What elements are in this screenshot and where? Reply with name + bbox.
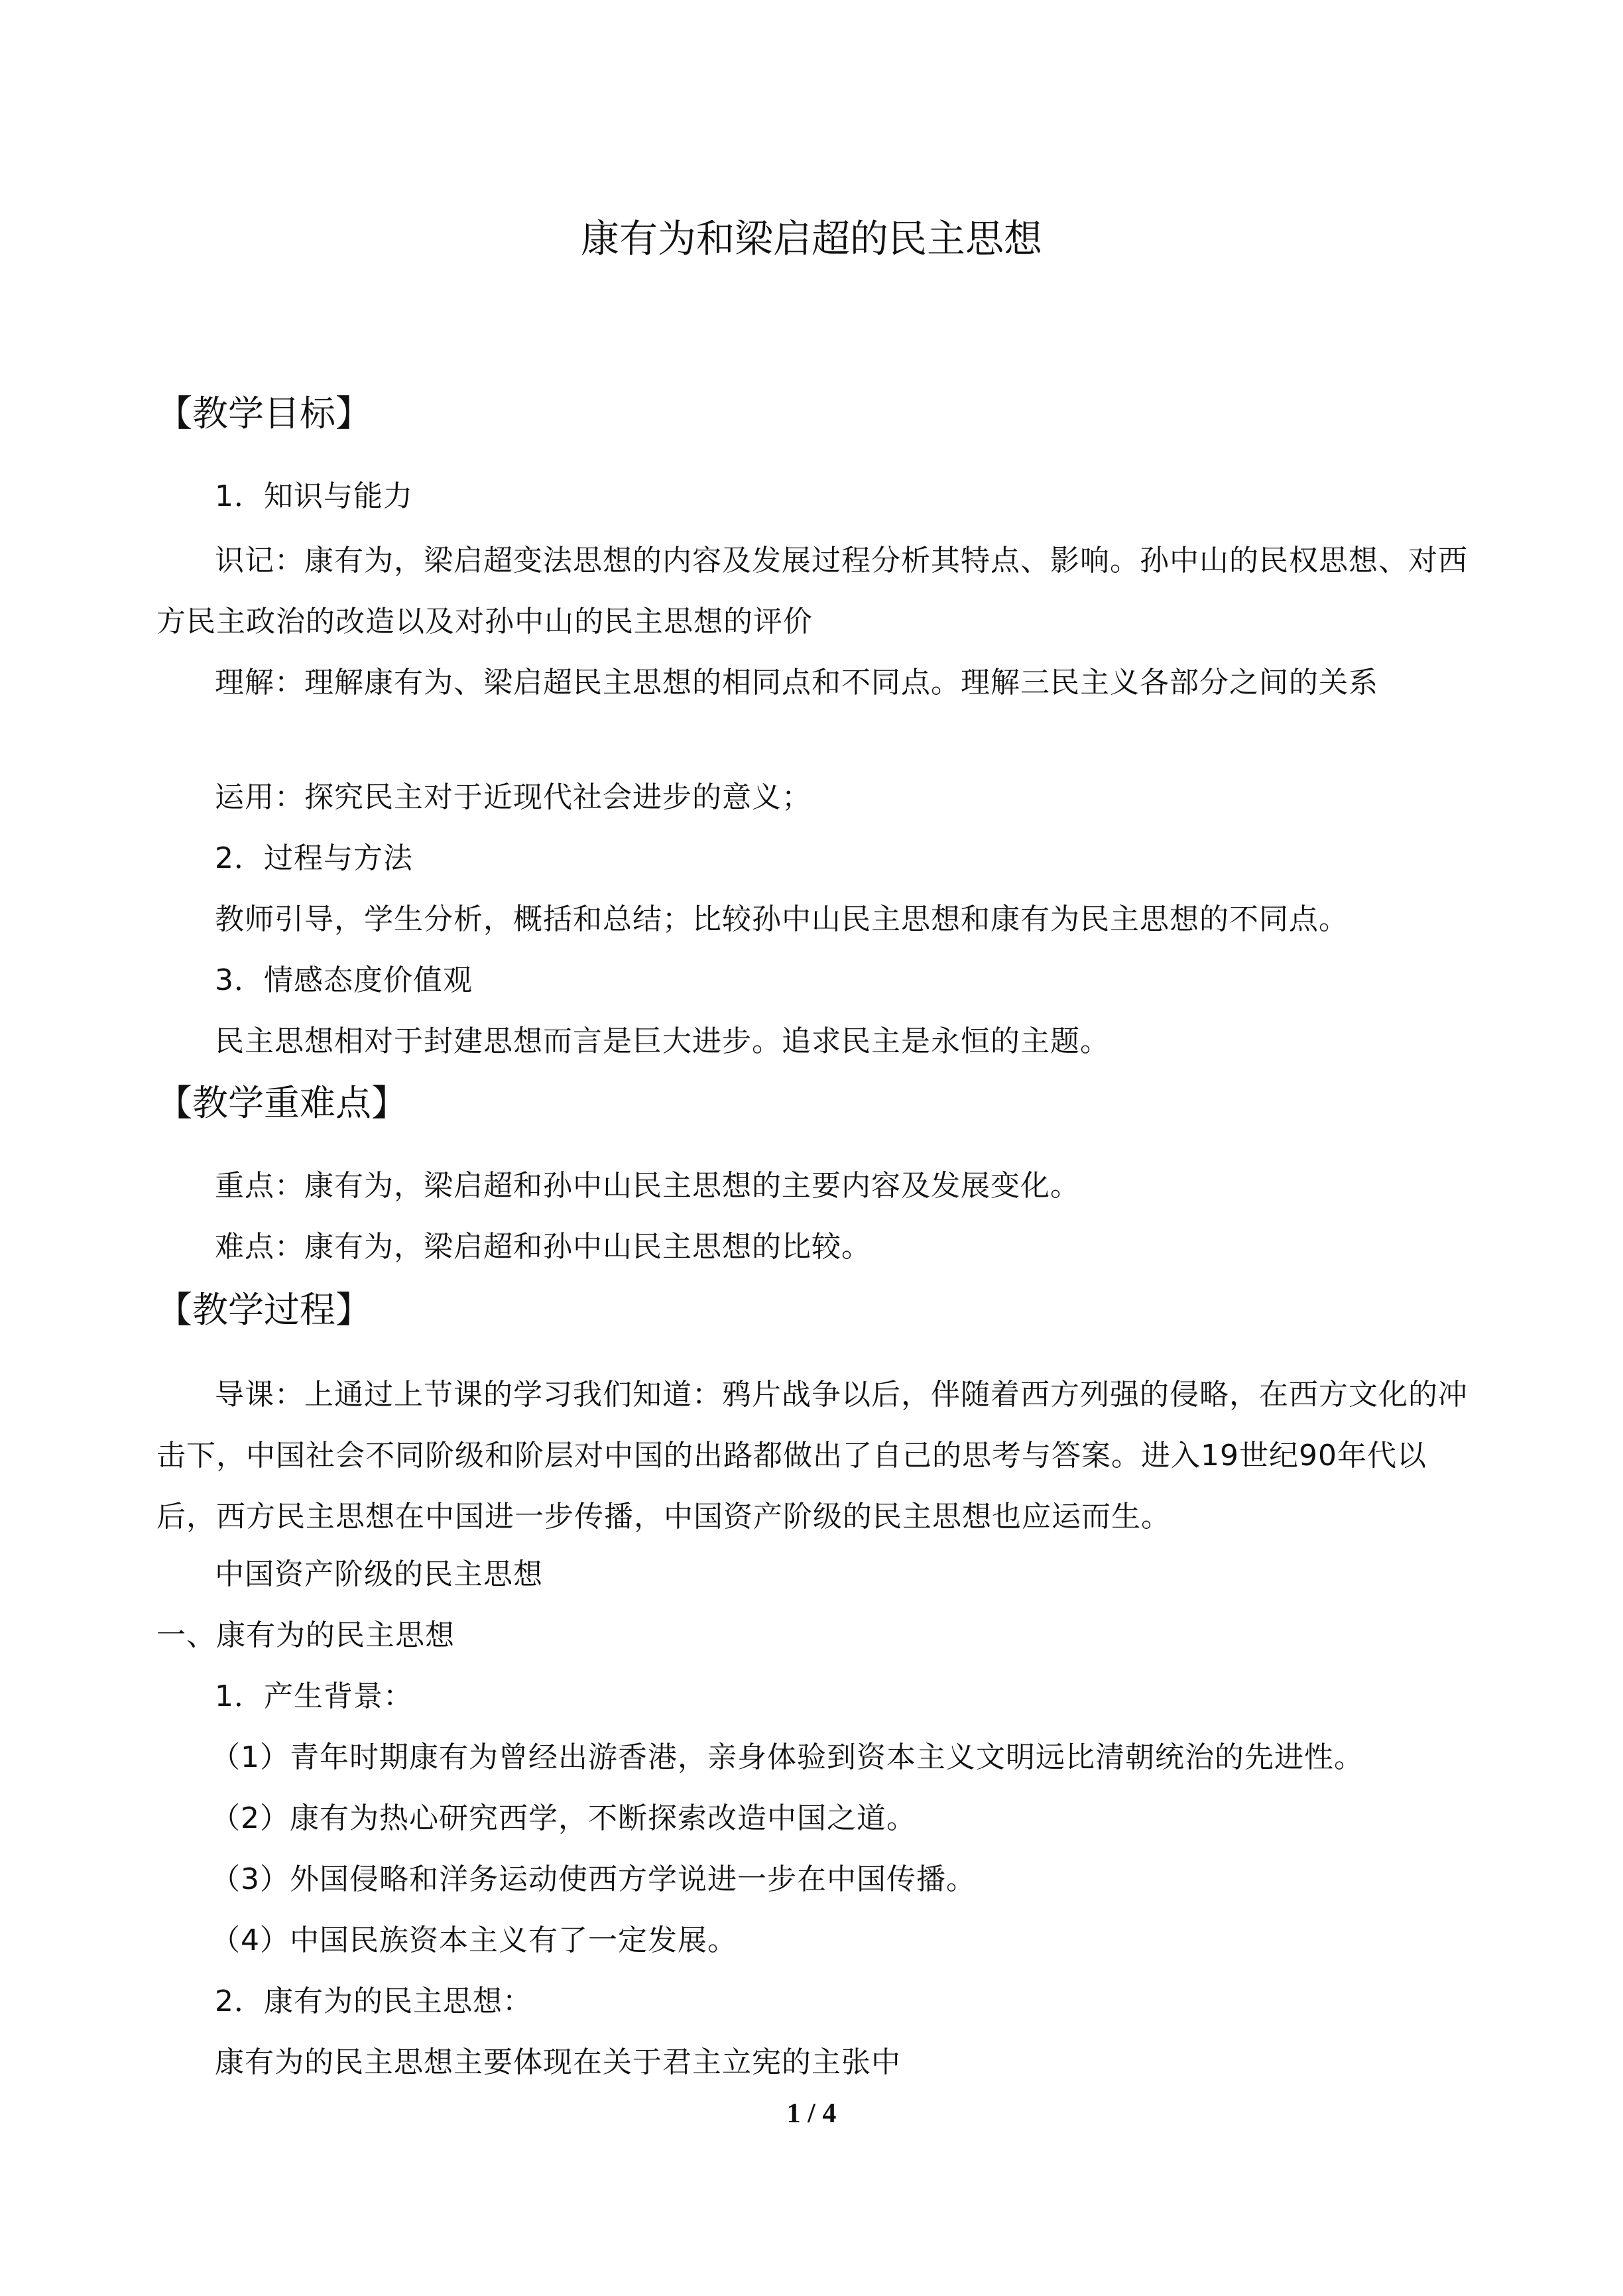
background-item-4: （4）中国民族资本主义有了一定发展。 [211,1923,737,1957]
background-item-3: （3）外国侵略和洋务运动使西方学说进一步在中国传播。 [211,1862,976,1896]
objective-item-1: 1．知识与能力 [215,479,413,513]
objective-method: 教师引导，学生分析，概括和总结；比较孙中山民主思想和康有为民主思想的不同点。 [215,902,1349,936]
section-heading-objectives: 【教学目标】 [156,393,371,434]
background-item-2: （2）康有为热心研究西学，不断探索改造中国之道。 [211,1801,916,1835]
difficult-point: 难点：康有为，梁启超和孙中山民主思想的比较。 [215,1230,871,1264]
process-intro: 导课：上通过上节课的学习我们知道：鸦片战争以后，伴随着西方列强的侵略，在西方文化的冲击下，中国社会不同阶级和阶层对中国的出路都做出了自己的思考与答案。进入19世纪90年代以后，西方民主思想在中国进一步传播，中国资产阶级的民主思想也应运而生。 [156,1378,1468,1534]
thought-text: 康有为的民主思想主要体现在关于君主立宪的主张中 [215,2045,901,2079]
key-point: 重点：康有为，梁启超和孙中山民主思想的主要内容及发展变化。 [215,1169,1080,1203]
background-heading: 1．产生背景： [215,1679,413,1713]
background-item-1: （1）青年时期康有为曾经出游香港，亲身体验到资本主义文明远比清朝统治的先进性。 [211,1740,1364,1774]
objective-values: 民主思想相对于封建思想而言是巨大进步。追求民主是永恒的主题。 [215,1024,1110,1058]
objective-understand: 理解：理解康有为、梁启超民主思想的相同点和不同点。理解三民主义各部分之间的关系 [215,666,1378,699]
objective-apply: 运用：探究民主对于近现代社会进步的意义； [215,780,812,814]
objective-item-3: 3．情感态度价值观 [215,963,473,997]
objective-recall: 识记：康有为，梁启超变法思想的内容及发展过程分析其特点、影响。孙中山的民权思想、对西方民主政治的改造以及对孙中山的民主思想的评价 [156,544,1468,638]
thought-heading: 2．康有为的民主思想： [215,1984,532,2018]
process-subtitle: 中国资产阶级的民主思想 [215,1557,543,1591]
page-number: 1 / 4 [786,2098,837,2129]
page-title: 康有为和梁启超的民主思想 [580,216,1042,261]
objective-item-2: 2．过程与方法 [215,841,413,875]
part-one-heading: 一、康有为的民主思想 [156,1618,455,1652]
section-heading-process: 【教学过程】 [156,1289,371,1331]
section-heading-key-points: 【教学重难点】 [156,1082,407,1124]
